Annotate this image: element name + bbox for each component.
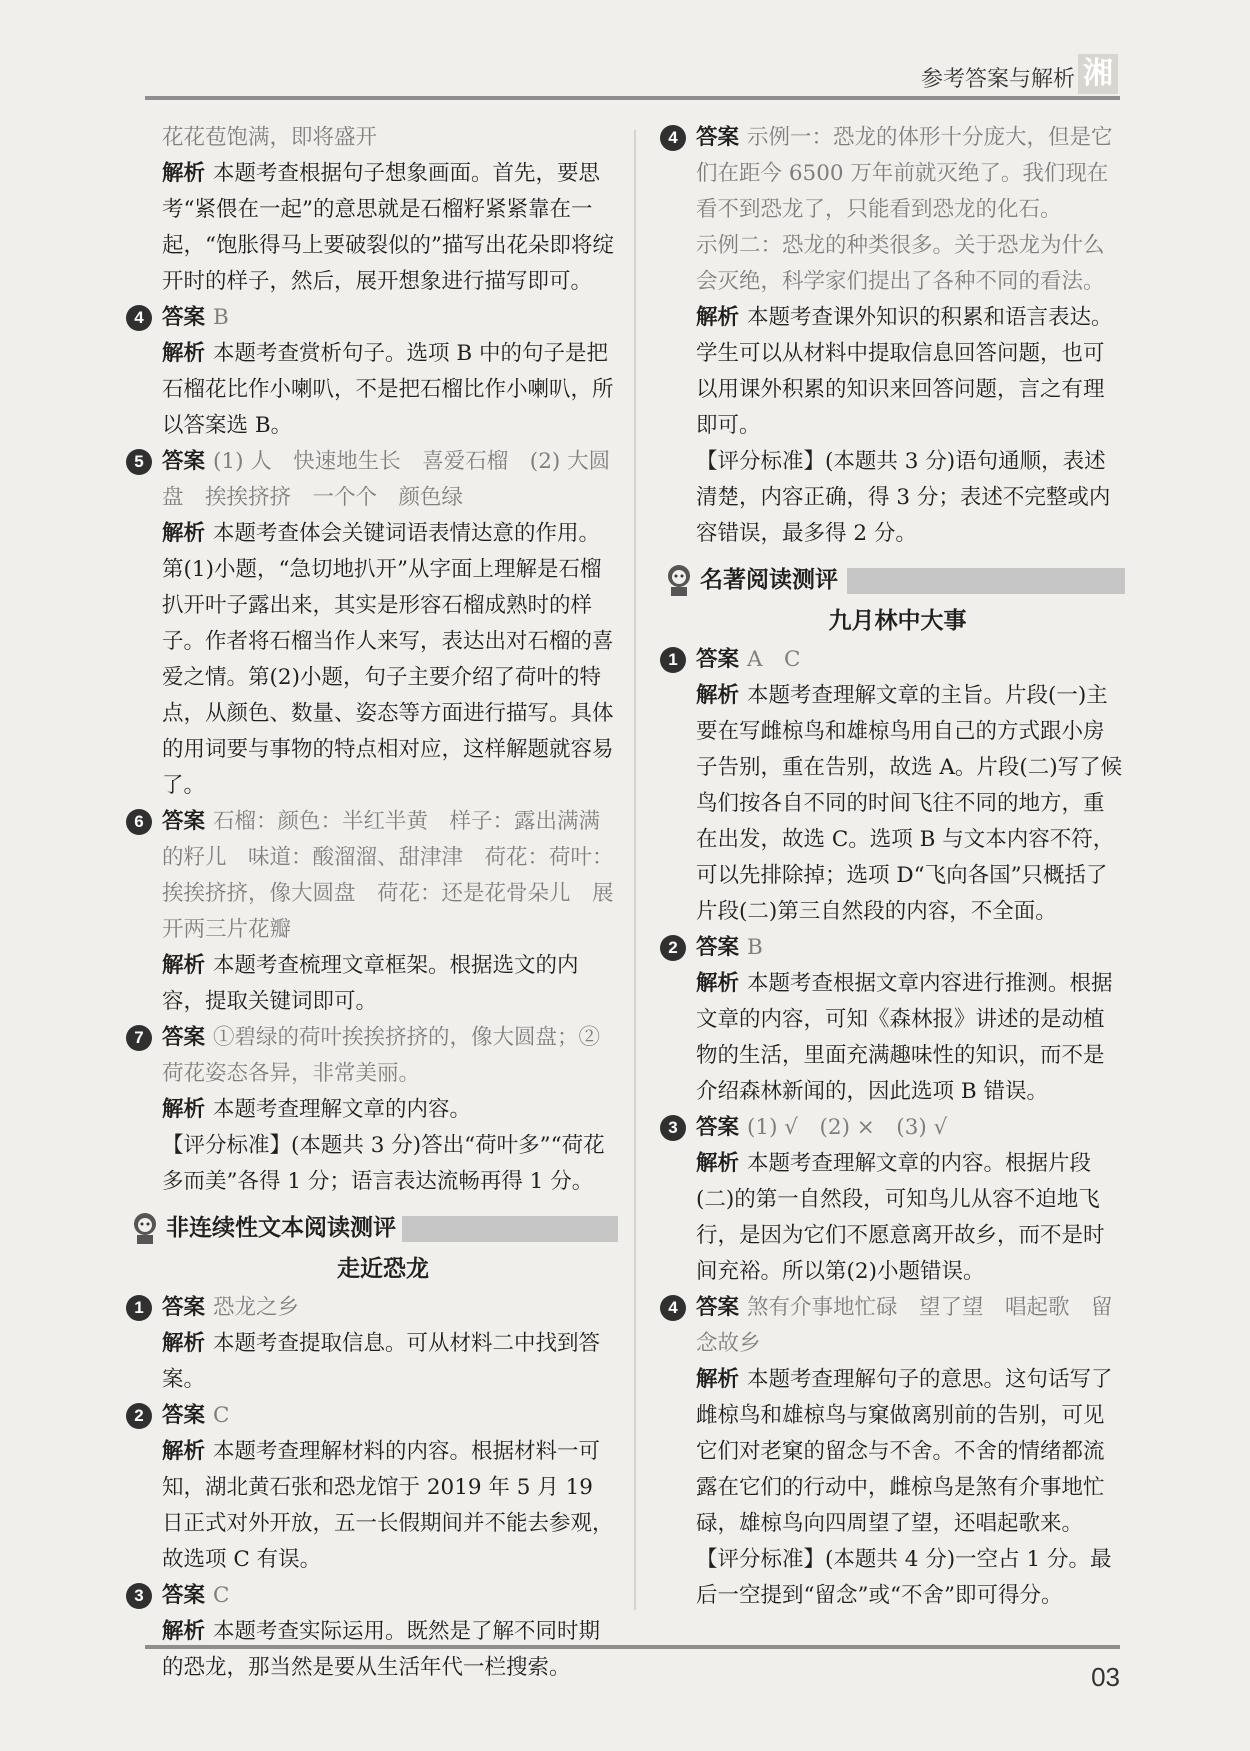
answer-label: 答案 [696,935,740,960]
question-number: 5 [126,449,152,475]
footer-rule [145,1645,1120,1649]
answer-text: 花花苞饱满，即将盛开 [162,125,378,150]
analysis-text: 本题考查根据文章内容进行推测。根据文章的内容，可知《森林报》讲述的是动植物的生活，里面充满趣味性的知识，而不是介绍森林新闻的，因此选项 B 错误。 [696,971,1113,1104]
question-1 [128,1290,618,1398]
question-4 [128,300,618,444]
question-number: 7 [126,1025,152,1051]
analysis-text: 本题考查理解材料的内容。根据材料一可知，湖北黄石张和恐龙馆于 2019 年 5 月 19 日正式对外开放，五一长假期间并不能去参观，故选项 C 有误。 [162,1439,614,1572]
analysis-label: 解析 [162,953,206,978]
question-number: 4 [660,1295,686,1321]
header-rule [145,96,1120,100]
answer-label: 答案 [162,1403,206,1428]
answer-text: (1) √ (2) × (3) √ [747,1115,948,1140]
answer-label: 答案 [162,1583,206,1608]
page-number: 03 [1091,1662,1120,1692]
mascot-icon [662,563,696,597]
question-number: 2 [660,935,686,961]
answer-text: C [213,1583,230,1608]
question-number: 1 [126,1295,152,1321]
answer-label: 答案 [696,125,740,150]
analysis-text: 本题考查梳理文章框架。根据选文的内容，提取关键词即可。 [162,953,579,1014]
answer-label: 答案 [162,1025,206,1050]
answer-text: C [213,1403,230,1428]
section-subtitle: 走近恐龙 [337,1256,429,1282]
analysis-label: 解析 [696,683,740,708]
question-number: 4 [126,305,152,331]
question-number: 3 [126,1583,152,1609]
left-column [134,120,618,1686]
answer-label: 答案 [162,449,206,474]
analysis-text: 本题考查课外知识的积累和语言表达。学生可以从材料中提取信息回答问题，也可以用课外积累的知识来回答问题，言之有理即可。 [696,305,1113,438]
analysis-text: 本题考查根据句子想象画面。首先，要思考“紧偎在一起”的意思就是石榴籽紧紧靠在一起，“饱胀得马上要破裂似的”描写出花朵即将绽开时的样子，然后，展开想象进行描写即可。 [162,161,614,294]
section-header [662,560,1125,600]
analysis-text: 本题考查体会关键词语表情达意的作用。第(1)小题，“急切地扒开”从字面上理解是石榴扒开叶子露出来，其实是形容石榴成熟时的样子。作者将石榴当作人来写，表达出对石榴的喜爱之情。第(2)小题，句子主要介绍了荷叶的特点，从颜色、数量、姿态等方面进行描写。具体的用词要与事物的特点相对应，这样解题就容易了。 [162,521,614,798]
question-number: 6 [126,809,152,835]
analysis-label: 解析 [162,1331,206,1356]
analysis-text: 本题考查提取信息。可从材料二中找到答案。 [162,1331,601,1392]
analysis-text: 本题考查实际运用。既然是了解不同时期的恐龙，那当然是要从生活年代一栏搜索。 [162,1619,601,1680]
section-title: 非连续性文本阅读测评 [166,1208,402,1248]
column-divider [634,130,636,1610]
answer-text: (1) 人 快速地生长 喜爱石榴 (2) 大圆盘 挨挨挤挤 一个个 颜色绿 [162,449,611,510]
question-7 [128,1020,618,1200]
scoring-standard: 【评分标准】(本题共 4 分)一空占 1 分。最后一空提到“留念”或“不舍”即可得分。 [696,1547,1112,1608]
answer-text-2: 示例二：恐龙的种类很多。关于恐龙为什么会灭绝，科学家们提出了各种不同的看法。 [696,233,1105,294]
answer-label: 答案 [162,1295,206,1320]
analysis-text: 本题考查理解文章的主旨。片段(一)主要在写雌椋鸟和雄椋鸟用自己的方式跟小房子告别，重在告别，故选 A。片段(二)写了候鸟们按各自不同的时间飞往不同的地方，重在出发，故选 C。选项 B 与文本内容不符，可以先排除掉；选项 D“飞向各国”只概括了片段(二)第三自然段的内容，不全面。 [696,683,1123,924]
answer-text: B [747,935,763,960]
answer-label: 答案 [696,1295,740,1320]
question-3 [128,1578,618,1686]
answer-text: 恐龙之乡 [213,1295,300,1320]
answer-text: B [213,305,229,330]
question-5 [128,444,618,804]
analysis-label: 解析 [162,1619,206,1644]
analysis-label: 解析 [696,971,740,996]
header-badge: 湘 [1078,54,1118,94]
scoring-standard: 【评分标准】(本题共 3 分)语句通顺，表述清楚，内容正确，得 3 分；表述不完整或内容错误，最多得 2 分。 [696,449,1111,546]
question-number: 1 [660,647,686,673]
analysis-text: 本题考查理解文章的内容。 [213,1097,472,1122]
answer-label: 答案 [696,1115,740,1140]
analysis-label: 解析 [696,1151,740,1176]
right-column [670,120,1125,1614]
section-header [128,1208,618,1248]
question-number: 2 [126,1403,152,1429]
analysis-label: 解析 [162,161,206,186]
analysis-text: 本题考查赏析句子。选项 B 中的句子是把石榴花比作小喇叭，不是把石榴比作小喇叭，所以答案选 B。 [162,341,614,438]
question-3 [662,1110,1125,1290]
section-bar [847,568,1125,594]
analysis-text: 本题考查理解句子的意思。这句话写了雌椋鸟和雄椋鸟与窠做离别前的告别，可见它们对老窠的留念与不舍。不舍的情绪都流露在它们的行动中，雌椋鸟是煞有介事地忙碌，雄椋鸟向四周望了望，还唱起歌来。 [696,1367,1113,1536]
answer-text: ①碧绿的荷叶挨挨挤挤的，像大圆盘；②荷花姿态各异，非常美丽。 [162,1025,601,1086]
section-subtitle: 九月林中大事 [828,608,967,634]
answer-label: 答案 [162,809,206,834]
analysis [162,156,618,300]
question-1 [662,642,1125,930]
answer-text: 煞有介事地忙碌 望了望 唱起歌 留念故乡 [696,1295,1113,1356]
header-title: 参考答案与解析 [920,67,1075,92]
answer-label: 答案 [162,305,206,330]
analysis-label: 解析 [162,521,206,546]
answer-text: 石榴：颜色：半红半黄 样子：露出满满的籽儿 味道：酸溜溜、甜津津 荷花：荷叶：挨挨挤挤，像大圆盘 荷花：还是花骨朵儿 展开两三片花瓣 [162,809,614,942]
analysis-label: 解析 [162,1097,206,1122]
analysis-text: 本题考查理解文章的内容。根据片段(二)的第一自然段，可知鸟儿从容不迫地飞行，是因为它们不愿意离开故乡，而不是时间充裕。所以第(2)小题错误。 [696,1151,1105,1284]
mascot-icon [128,1211,162,1245]
question-2 [662,930,1125,1110]
q3-continued [148,120,618,300]
question-6 [128,804,618,1020]
answer-text: 示例一：恐龙的体形十分庞大，但是它们在距今 6500 万年前就灭绝了。我们现在看不到恐龙了，只能看到恐龙的化石。 [696,125,1113,222]
question-2 [128,1398,618,1578]
analysis-label: 解析 [696,1367,740,1392]
answer-label: 答案 [696,647,740,672]
analysis-label: 解析 [696,305,740,330]
question-number: 4 [660,125,686,151]
section-title: 名著阅读测评 [700,560,844,600]
answer-text: A C [747,647,801,672]
question-4 [662,120,1125,552]
analysis-label: 解析 [162,1439,206,1464]
question-number: 3 [660,1115,686,1141]
analysis-label: 解析 [162,341,206,366]
question-4b [662,1290,1125,1614]
scoring-standard: 【评分标准】(本题共 3 分)答出“荷叶多”“荷花多而美”各得 1 分；语言表达流畅再得 1 分。 [162,1133,605,1194]
